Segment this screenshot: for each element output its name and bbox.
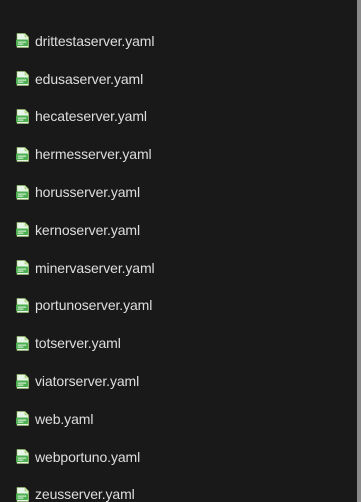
yaml-file-icon [16,185,29,200]
yaml-file-icon [16,336,29,351]
yaml-file-icon [16,222,29,237]
yaml-file-icon [16,487,29,502]
yaml-file-icon [16,109,29,124]
file-name-label: portunoserver.yaml [35,297,153,314]
file-list-item[interactable] [0,324,357,362]
yaml-file-icon [16,374,29,389]
file-list-item[interactable] [0,22,357,60]
file-name-label: totserver.yaml [35,335,121,352]
yaml-file-icon [16,147,29,162]
yaml-file-icon [16,71,29,86]
file-list-item[interactable] [0,135,357,173]
clipped-text-fragment [50,0,56,4]
file-name-label: webportuno.yaml [35,448,141,465]
yaml-file-icon [16,33,29,48]
file-list-item[interactable] [0,98,357,136]
file-name-label: edusaserver.yaml [35,70,144,87]
file-list-item[interactable] [0,438,357,476]
file-list-item[interactable] [0,287,357,325]
file-name-label: horusserver.yaml [35,184,140,201]
yaml-file-icon [16,260,29,275]
file-name-label: minervaserver.yaml [35,259,155,276]
yaml-file-icon [16,298,29,313]
file-list-item[interactable] [0,211,357,249]
file-list-item[interactable] [0,249,357,287]
file-list-item[interactable] [0,362,357,400]
file-name-label: kernoserver.yaml [35,221,140,238]
file-list-item[interactable] [0,173,357,211]
file-name-label: drittestaserver.yaml [35,32,155,49]
yaml-file-icon [16,411,29,426]
file-name-label: web.yaml [35,410,94,427]
file-name-label: viatorserver.yaml [35,373,140,390]
file-list [0,22,357,502]
file-name-label: hecateserver.yaml [35,108,147,125]
file-name-label: hermesserver.yaml [35,146,152,163]
file-list-item[interactable] [0,476,357,502]
file-list-item[interactable] [0,400,357,438]
yaml-file-icon [16,449,29,464]
file-list-item[interactable] [0,60,357,98]
scrollbar[interactable] [357,0,361,502]
clipped-previous-item [0,0,357,10]
file-name-label: zeusserver.yaml [35,486,135,502]
